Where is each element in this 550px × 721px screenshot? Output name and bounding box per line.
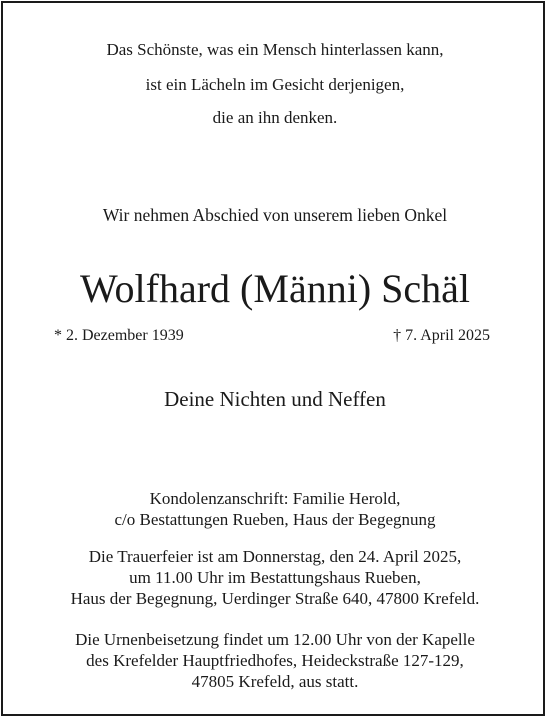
birth-date: * 2. Dezember 1939 [54, 327, 184, 344]
funeral-line-2: um 11.00 Uhr im Bestattungshaus Rueben, [129, 568, 421, 587]
quote-line-2: ist ein Lächeln im Gesicht derjenigen, [145, 75, 405, 94]
funeral-line-3: Haus der Begegnung, Uerdinger Straße 640, 47800 Krefeld. [70, 589, 480, 608]
quote-line-3: die an ihn denken. [212, 108, 338, 127]
funeral-line-1: Die Trauerfeier ist am Donnerstag, den 24. April 2025, [88, 547, 462, 566]
mourners-signature: Deine Nichten und Neffen [164, 387, 386, 411]
burial-line-3: 47805 Krefeld, aus statt. [191, 672, 359, 691]
burial-line-1: Die Urnenbeisetzung findet um 12.00 Uhr von der Kapelle [75, 630, 475, 649]
burial-line-2: des Krefelder Hauptfriedhofes, Heideckstraße 127-129, [86, 651, 464, 670]
quote-line-1: Das Schönste, was ein Mensch hinterlassen kann, [106, 40, 444, 59]
intro-text: Wir nehmen Abschied von unserem lieben Onkel [102, 205, 448, 225]
condolence-line-1: Kondolenzanschrift: Familie Herold, [149, 489, 401, 508]
deceased-name: Wolfhard (Männi) Schäl [80, 266, 470, 311]
death-date: † 7. April 2025 [393, 327, 490, 344]
condolence-line-2: c/o Bestattungen Rueben, Haus der Begegnung [114, 510, 436, 529]
